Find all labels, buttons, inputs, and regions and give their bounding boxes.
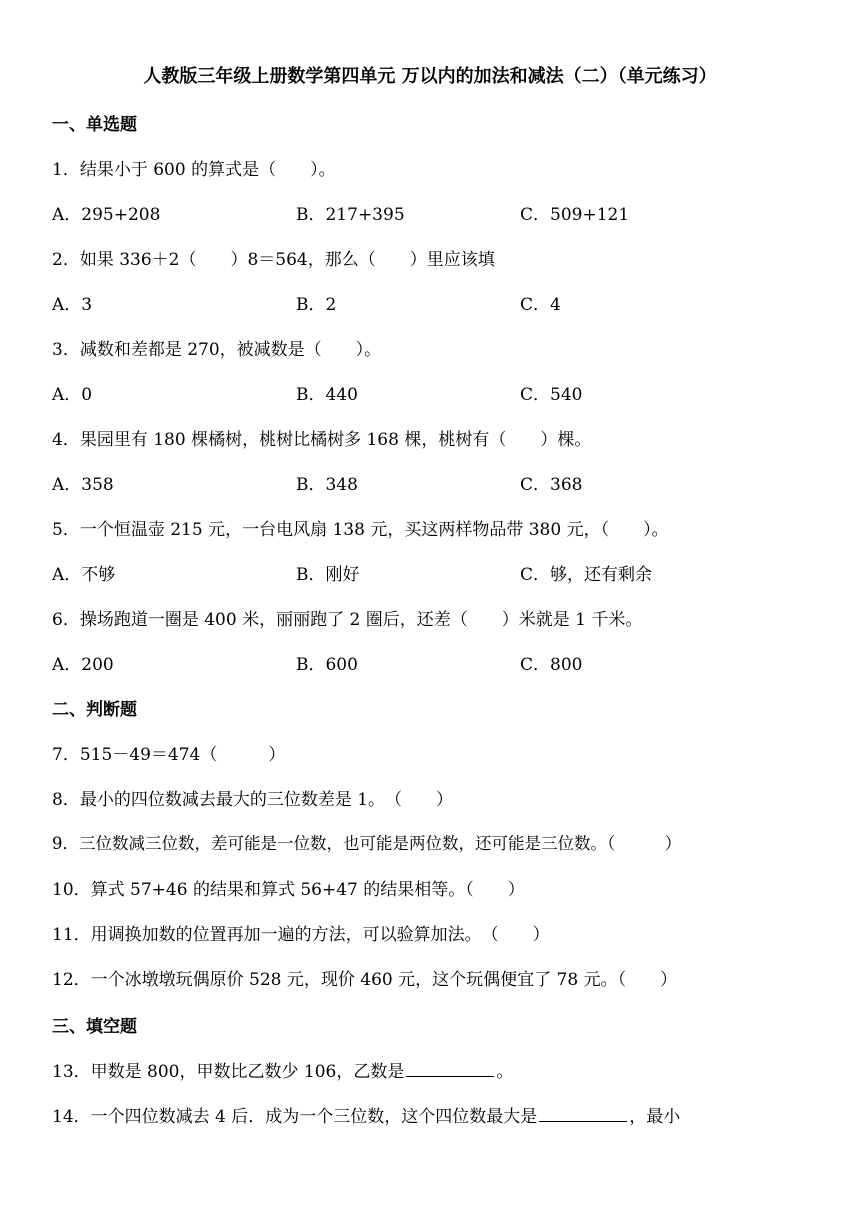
question-14 bbox=[52, 1102, 680, 1127]
option-6b: B．600 bbox=[296, 655, 358, 675]
question-13-end: 。 bbox=[496, 1062, 514, 1082]
answer-blank-13[interactable] bbox=[406, 1075, 494, 1077]
section-heading-true-false: 二、判断题 bbox=[52, 700, 137, 720]
question-8: 8．最小的四位数减去最大的三位数差是 1。 （ ） bbox=[52, 790, 454, 810]
question-7: 7．515－49＝474（ ） bbox=[52, 745, 286, 765]
question-2: 2．如果 336＋2（ ）8＝564，那么（ ）里应该填 bbox=[52, 250, 495, 270]
question-10: 10．算式 57+46 的结果和算式 56+47 的结果相等。（ ） bbox=[52, 880, 525, 900]
option-3c: C．540 bbox=[520, 385, 583, 405]
option-3b: B．440 bbox=[296, 385, 358, 405]
option-2a: A．3 bbox=[52, 295, 93, 315]
option-1c: C．509+121 bbox=[520, 205, 630, 225]
answer-blank-14[interactable] bbox=[539, 1120, 627, 1122]
page-title: 人教版三年级上册数学第四单元 万以内的加法和减法（二）（单元练习） bbox=[143, 66, 717, 87]
option-2c: C．4 bbox=[520, 295, 561, 315]
question-1: 1．结果小于 600 的算式是（ ）。 bbox=[52, 160, 336, 180]
question-5: 5．一个恒温壶 215 元，一台电风扇 138 元，买这两样物品带 380 元，（ ）。 bbox=[52, 520, 669, 540]
option-5a: A．不够 bbox=[52, 565, 116, 585]
section-heading-fill-in: 三、填空题 bbox=[52, 1017, 137, 1037]
option-5b: B．刚好 bbox=[296, 565, 360, 585]
option-4b: B．348 bbox=[296, 475, 358, 495]
question-11: 11．用调换加数的位置再加一遍的方法，可以验算加法。 （ ） bbox=[52, 925, 550, 945]
option-4c: C．368 bbox=[520, 475, 583, 495]
question-13 bbox=[52, 1057, 513, 1082]
option-6a: A．200 bbox=[52, 655, 114, 675]
question-13-text: 13．甲数是 800，甲数比乙数少 106，乙数是 bbox=[52, 1062, 405, 1082]
question-3: 3．减数和差都是 270，被减数是（ ）。 bbox=[52, 340, 382, 360]
question-14-end: ，最小 bbox=[629, 1107, 681, 1127]
section-heading-single-choice: 一、单选题 bbox=[52, 115, 137, 135]
question-6: 6．操场跑道一圈是 400 米，丽丽跑了 2 圈后，还差（ ）米就是 1 千米。 bbox=[52, 610, 643, 630]
question-4: 4．果园里有 180 棵橘树，桃树比橘树多 168 棵，桃树有（ ）棵。 bbox=[52, 430, 592, 450]
option-1b: B．217+395 bbox=[296, 205, 405, 225]
question-9: 9．三位数减三位数，差可能是一位数，也可能是两位数，还可能是三位数。（ ） bbox=[52, 834, 682, 853]
question-14-text: 14．一个四位数减去 4 后．成为一个三位数，这个四位数最大是 bbox=[52, 1107, 538, 1127]
option-3a: A．0 bbox=[52, 385, 93, 405]
option-5c: C．够，还有剩余 bbox=[520, 565, 653, 585]
option-4a: A．358 bbox=[52, 475, 114, 495]
option-2b: B．2 bbox=[296, 295, 337, 315]
option-1a: A．295+208 bbox=[52, 205, 161, 225]
option-6c: C．800 bbox=[520, 655, 583, 675]
question-12: 12．一个冰墩墩玩偶原价 528 元，现价 460 元，这个玩偶便宜了 78 元。（ ） bbox=[52, 970, 678, 990]
